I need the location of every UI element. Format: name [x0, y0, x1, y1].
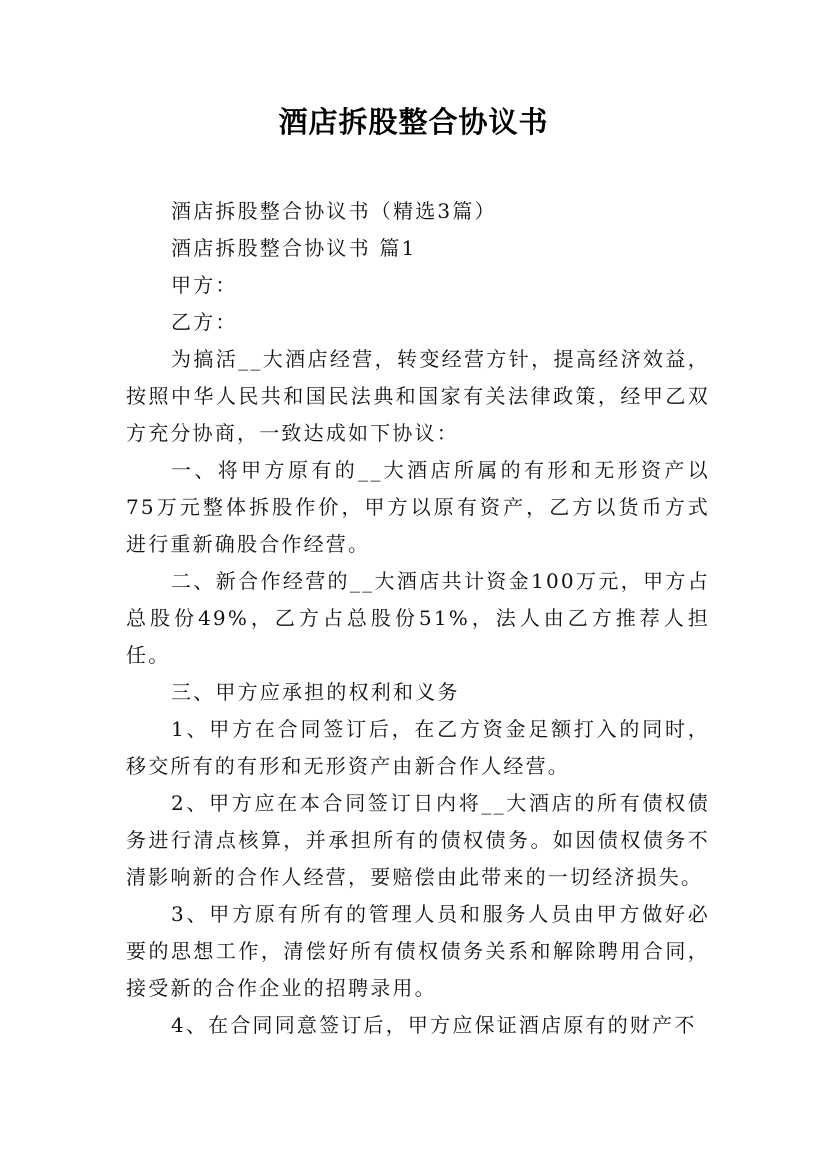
- clause-3-item-2: 2、甲方应在本合同签订日内将__大酒店的所有债权债务进行清点核算，并承担所有的债权债务。如因债权债务不清影响新的合作人经营，要赔偿由此带来的一切经济损失。: [126, 791, 710, 889]
- clause-2-paragraph: 二、新合作经营的__大酒店共计资金100万元，甲方占总股份49%，乙方占总股份51%，法人由乙方推荐人担任。: [126, 569, 710, 667]
- party-b-line: 乙方：: [171, 310, 238, 334]
- document-body: [126, 193, 710, 1044]
- clause-3-heading: 三、甲方应承担的权利和义务: [171, 680, 460, 704]
- clause-3-item-1: 1、甲方在合同签订后，在乙方资金足额打入的同时，移交所有的有形和无形资产由新合作人经营。: [126, 717, 710, 778]
- document-title: 酒店拆股整合协议书: [278, 105, 549, 139]
- section-heading: 酒店拆股整合协议书 篇1: [171, 236, 417, 260]
- clause-3-item-3: 3、甲方原有所有的管理人员和服务人员由甲方做好必要的思想工作，清偿好所有债权债务关系和解除聘用合同，接受新的合作企业的招聘录用。: [126, 902, 710, 1000]
- preamble-paragraph: 为搞活__大酒店经营，转变经营方针，提高经济效益，按照中华人民共和国民法典和国家有关法律政策，经甲乙双方充分协商，一致达成如下协议：: [126, 347, 710, 445]
- clause-1-paragraph: 一、将甲方原有的__大酒店所属的有形和无形资产以75万元整体拆股作价，甲方以原有资产，乙方以货币方式进行重新确股合作经营。: [126, 458, 710, 556]
- clause-3-item-4: 4、在合同同意签订后，甲方应保证酒店原有的财产不: [171, 1013, 697, 1037]
- subtitle-paragraph: 酒店拆股整合协议书（精选3篇）: [171, 199, 497, 223]
- party-a-line: 甲方：: [171, 273, 238, 297]
